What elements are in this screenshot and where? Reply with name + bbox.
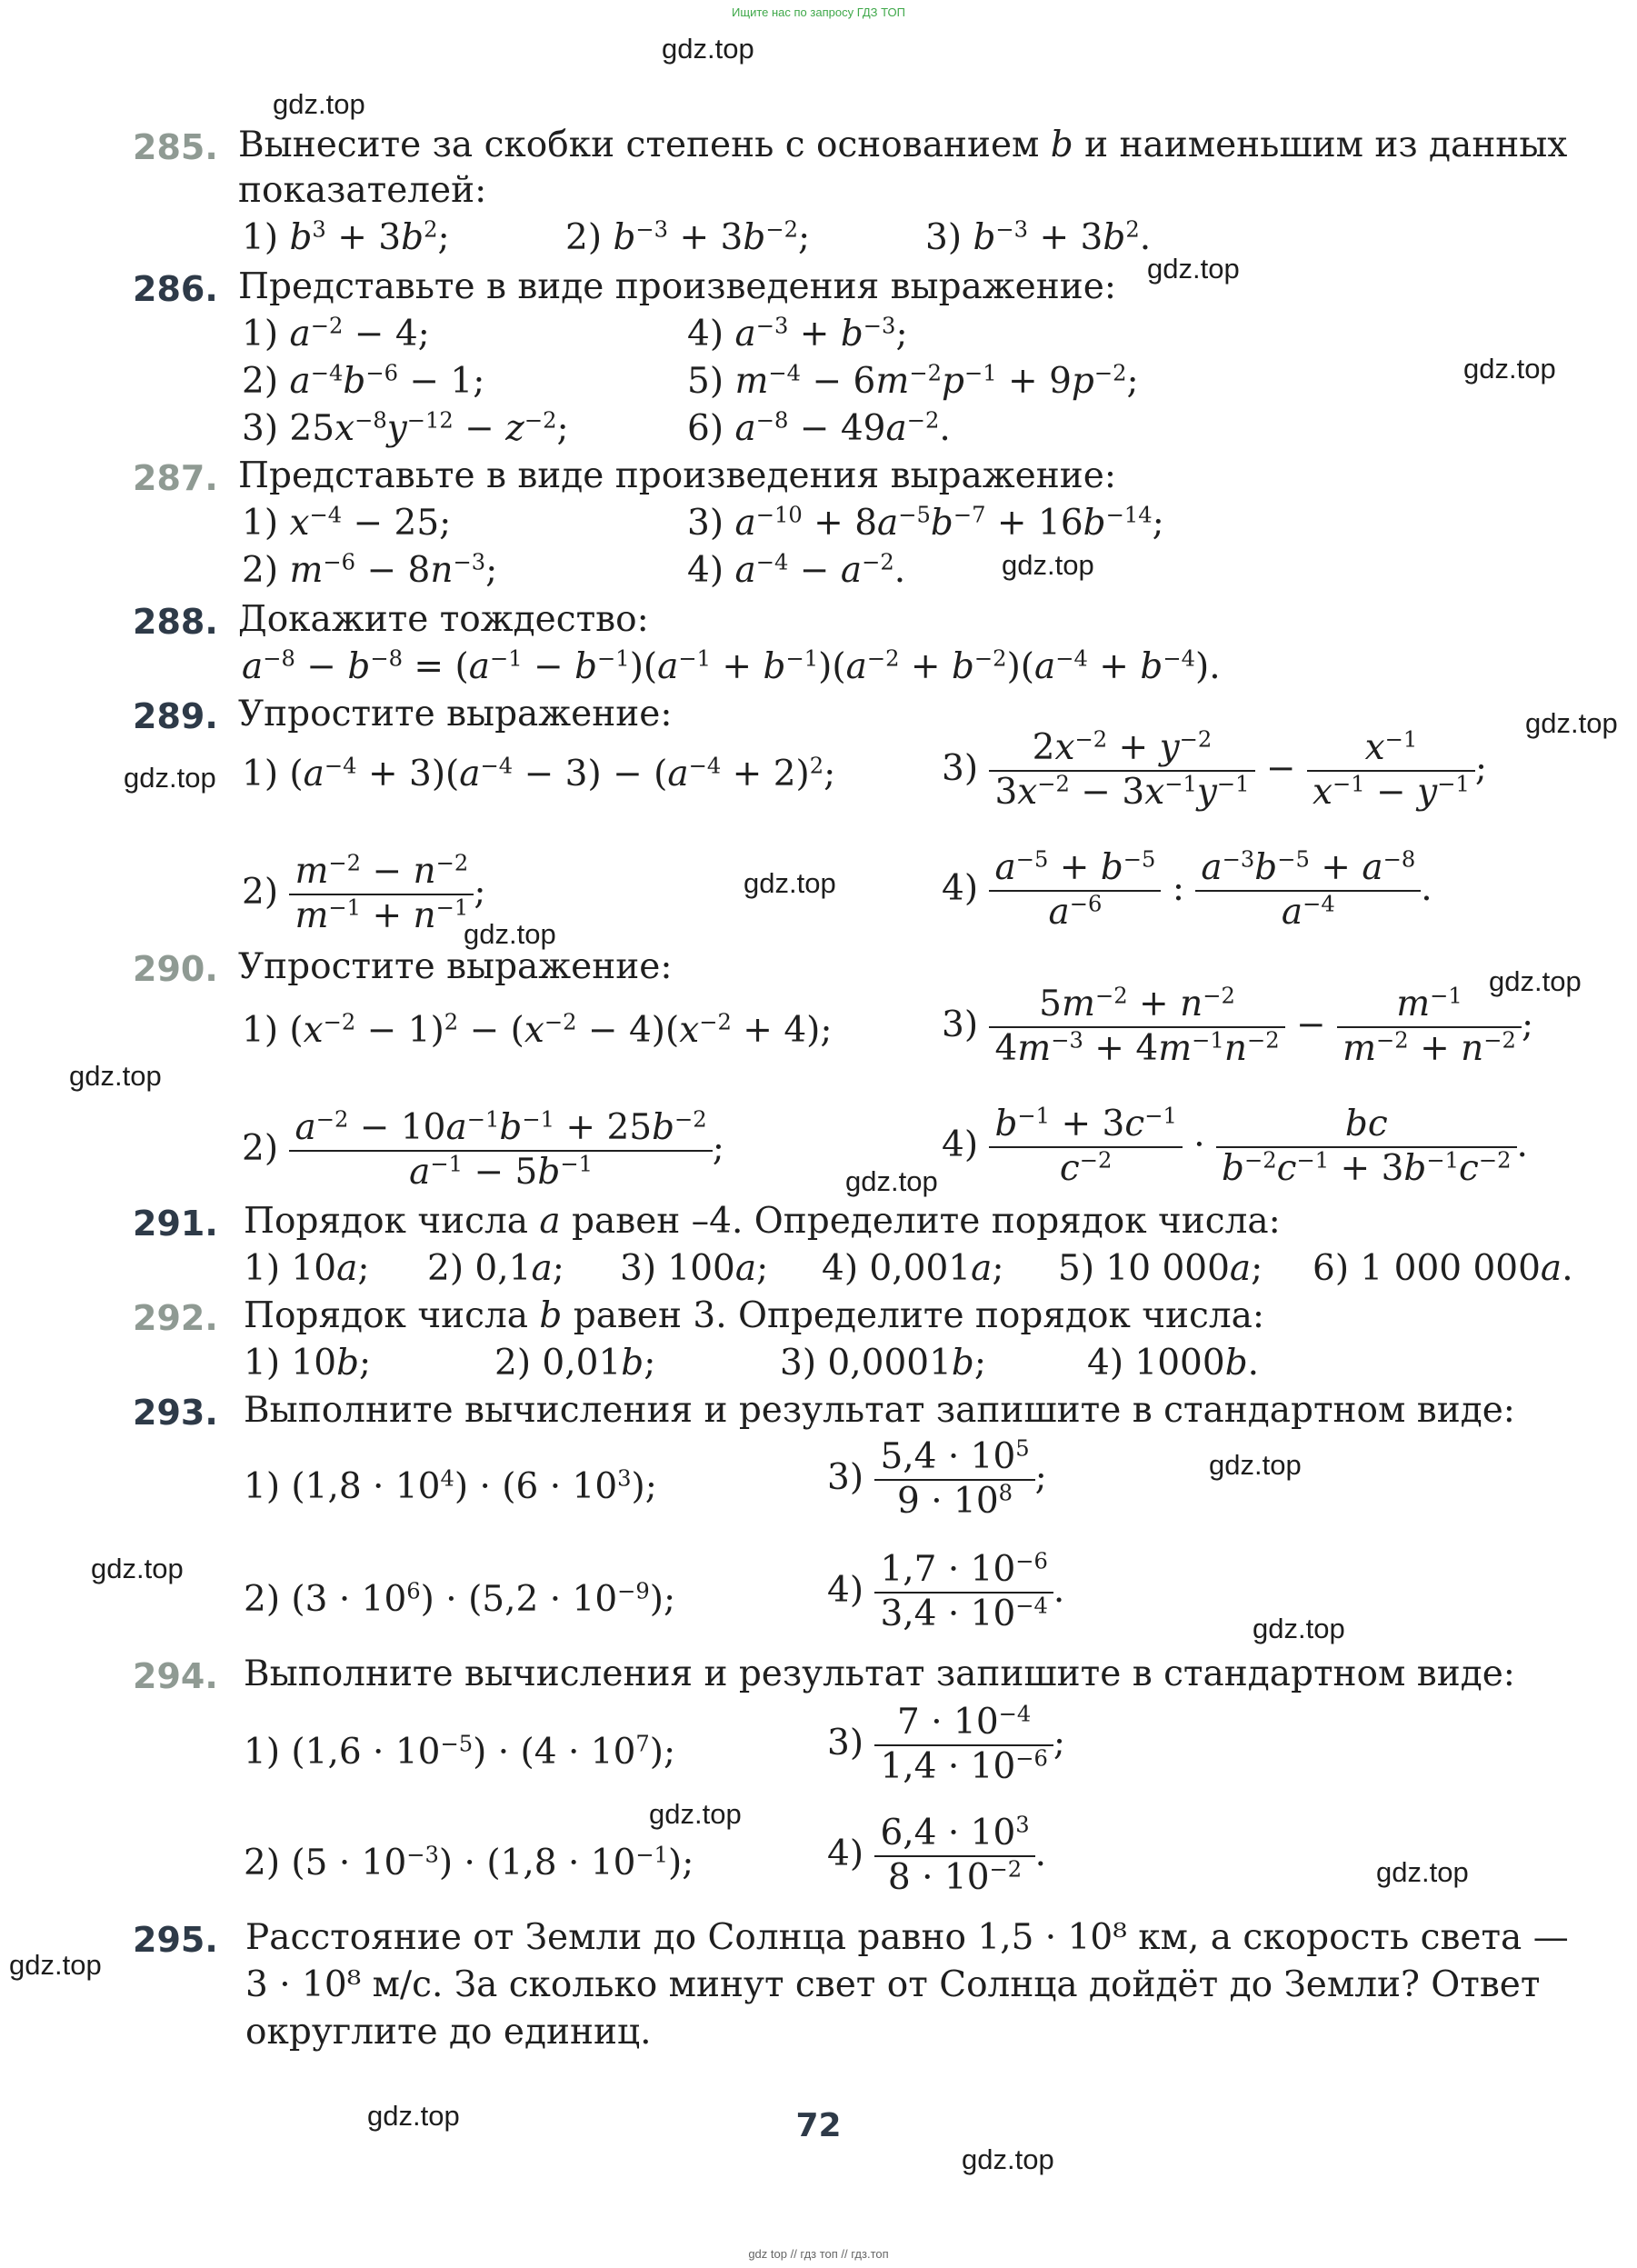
problem-item: 1) $(x^{-2} - 1)^2 - (x^{-2} - 4)(x^{-2} + 4)$; [242,1009,833,1051]
problem-number: 294. [133,1656,218,1696]
problem-item: 6) 1 000 000a. [1313,1248,1573,1289]
problem-item: 3) $a^{-10} + 8a^{-5}b^{-7} + 16b^{-14}$; [687,502,1164,544]
watermark: gdz.top [1489,965,1582,997]
watermark: gdz.top [9,1949,102,1981]
problem-item: 4) $\frac{a^{-5} + b^{-5}}{a^{-6}}$ : $\frac{a^{-3}b^{-5} + a^{-8}}{a^{-4}}$ . [942,846,1432,933]
problem-item: 1) $(a^{-4} + 3)(a^{-4} - 3) - (a^{-4} + 2)^2$; [242,753,836,794]
problem-title: Вынесите за скобки степень с основанием b и наименьшим из данных [238,125,1568,165]
watermark: gdz.top [367,2100,460,2132]
problem-title: Докажите тождество: [238,599,649,640]
problem-number: 287. [133,458,218,498]
watermark: gdz.top [273,88,365,120]
problem-item: 1) 10b; [244,1343,372,1384]
problem-title: Выполните вычисления и результат запишите в стандартном виде: [244,1390,1515,1431]
problem-item: 1) $b^3 + 3b^2$; [242,216,450,258]
problem-item: 4) 0,001a; [822,1248,1004,1289]
problem-number: 290. [133,949,218,989]
problem-item: 3) $25x^{-8}y^{-12} - z^{-2}$; [242,407,569,449]
problem-item: 5) $m^{-4} - 6m^{-2}p^{-1} + 9p^{-2}$; [687,360,1139,402]
problem-title: Выполните вычисления и результат запишите в стандартном виде: [244,1654,1515,1694]
problem-item: 2) $a^{-4}b^{-6} - 1$; [242,360,485,402]
footer-note: gdz top // гдз топ // гдз.топ [748,2247,889,2261]
problem-number: 289. [133,696,218,736]
watermark: gdz.top [1147,253,1240,285]
problem-number: 285. [133,127,218,167]
problem-title: Упростите выражение: [238,694,673,734]
problem-item: 1) $(1,6 \cdot 10^{-5}) \cdot (4 \cdot 10^7)$; [244,1731,676,1773]
problem-number: 292. [133,1298,218,1338]
problem-item: 3) $\frac{2x^{-2} + y^{-2}}{3x^{-2} - 3x^{-1}y^{-1}}$ − $\frac{x^{-1}}{x^{-1} - y^{-1}}$ ; [942,726,1487,813]
problem-text: 3 · 10⁸ м/с. За сколько минут свет от Солнца дойдёт до Земли? Ответ [245,1964,1541,2005]
problem-item: 2) $m^{-6} - 8n^{-3}$; [242,549,498,591]
problem-title: показателей: [238,170,487,211]
problem-number: 286. [133,269,218,309]
watermark: gdz.top [69,1060,162,1092]
problem-number: 293. [133,1393,218,1433]
problem-title: Упростите выражение: [238,946,673,987]
watermark: gdz.top [744,867,836,899]
watermark: gdz.top [1376,1856,1469,1888]
problem-item: $a^{-8} - b^{-8} = (a^{-1} - b^{-1})(a^{-1} + b^{-1})(a^{-2} + b^{-2})(a^{-4} + b^{-4})$. [242,645,1221,687]
watermark: gdz.top [845,1165,938,1197]
problem-item: 4) $\frac{6,4 \cdot 10^3}{8 \cdot 10^{-2}}$ . [827,1812,1047,1898]
problem-item: 2) $b^{-3} + 3b^{-2}$; [565,216,811,258]
watermark: gdz.top [662,33,754,65]
watermark: gdz.top [1209,1449,1302,1481]
problem-item: 4) 1000b. [1087,1343,1260,1384]
watermark: gdz.top [91,1553,184,1584]
problem-item: 3) 0,0001b; [780,1343,986,1384]
problem-item: 4) $\frac{1,7 \cdot 10^{-6}}{3,4 \cdot 10^{-4}}$ . [827,1548,1065,1634]
problem-number: 288. [133,602,218,642]
watermark: gdz.top [124,762,216,794]
problem-number: 295. [133,1920,218,1960]
problem-item: 4) $a^{-3} + b^{-3}$; [687,313,908,355]
watermark: gdz.top [1463,353,1556,385]
watermark: gdz.top [649,1798,742,1830]
problem-item: 6) $a^{-8} - 49a^{-2}$. [687,407,951,449]
problem-item: 2) 0,01b; [494,1343,656,1384]
problem-item: 4) $\frac{b^{-1} + 3c^{-1}}{c^{-2}}$ · $\frac{bc}{b^{-2}c^{-1} + 3b^{-1}c^{-2}}$ . [942,1103,1528,1189]
problem-item: 1) $a^{-2} - 4$; [242,313,430,355]
problem-item: 3) $\frac{7 \cdot 10^{-4}}{1,4 \cdot 10^{-6}}$ ; [827,1701,1066,1787]
problem-number: 291. [133,1204,218,1244]
problem-title: Представьте в виде произведения выражение: [238,455,1116,496]
problem-item: 2) $\frac{a^{-2} - 10a^{-1}b^{-1} + 25b^{-2}}{a^{-1} - 5b^{-1}}$ ; [242,1106,724,1193]
problem-item: 3) $\frac{5,4 \cdot 10^5}{9 \cdot 10^8}$ ; [827,1435,1047,1522]
problem-title: Порядок числа a равен –4. Определите порядок числа: [244,1201,1281,1242]
problem-item: 5) 10 000a; [1058,1248,1263,1289]
problem-item: 2) $(5 \cdot 10^{-3}) \cdot (1,8 \cdot 10^{-1})$; [244,1842,694,1883]
problem-text: Расстояние от Земли до Солнца равно 1,5 · 10⁸ км, а скорость света — [245,1917,1569,1958]
problem-item: 1) $(1,8 \cdot 10^4) \cdot (6 \cdot 10^3)$; [244,1465,657,1507]
header-note: Ищите нас по запросу ГДЗ ТОП [732,5,905,19]
watermark: gdz.top [1002,549,1094,581]
problem-item: 2) $\frac{m^{-2} - n^{-2}}{m^{-1} + n^{-1}}$ ; [242,850,486,936]
problem-item: 1) 10a; [244,1248,370,1289]
problem-item: 2) $(3 \cdot 10^6) \cdot (5,2 \cdot 10^{-9})$; [244,1578,676,1620]
problem-title: Порядок числа b равен 3. Определите порядок числа: [244,1295,1265,1336]
problem-item: 3) $b^{-3} + 3b^2$. [925,216,1152,258]
problem-item: 3) 100a; [620,1248,769,1289]
problem-item: 3) $\frac{5m^{-2} + n^{-2}}{4m^{-3} + 4m^{-1}n^{-2}}$ − $\frac{m^{-1}}{m^{-2} + n^{-2}}$ ; [942,983,1534,1069]
watermark: gdz.top [464,918,556,950]
watermark: gdz.top [1525,707,1618,739]
watermark: gdz.top [962,2143,1054,2175]
problem-item: 2) 0,1a; [427,1248,564,1289]
page-number: 72 [795,2107,842,2144]
problem-item: 1) $x^{-4} - 25$; [242,502,452,544]
problem-title: Представьте в виде произведения выражение: [238,266,1116,307]
problem-text: округлите до единиц. [245,2012,652,2053]
problem-item: 4) $a^{-4} - a^{-2}$. [687,549,906,591]
watermark: gdz.top [1253,1613,1345,1644]
